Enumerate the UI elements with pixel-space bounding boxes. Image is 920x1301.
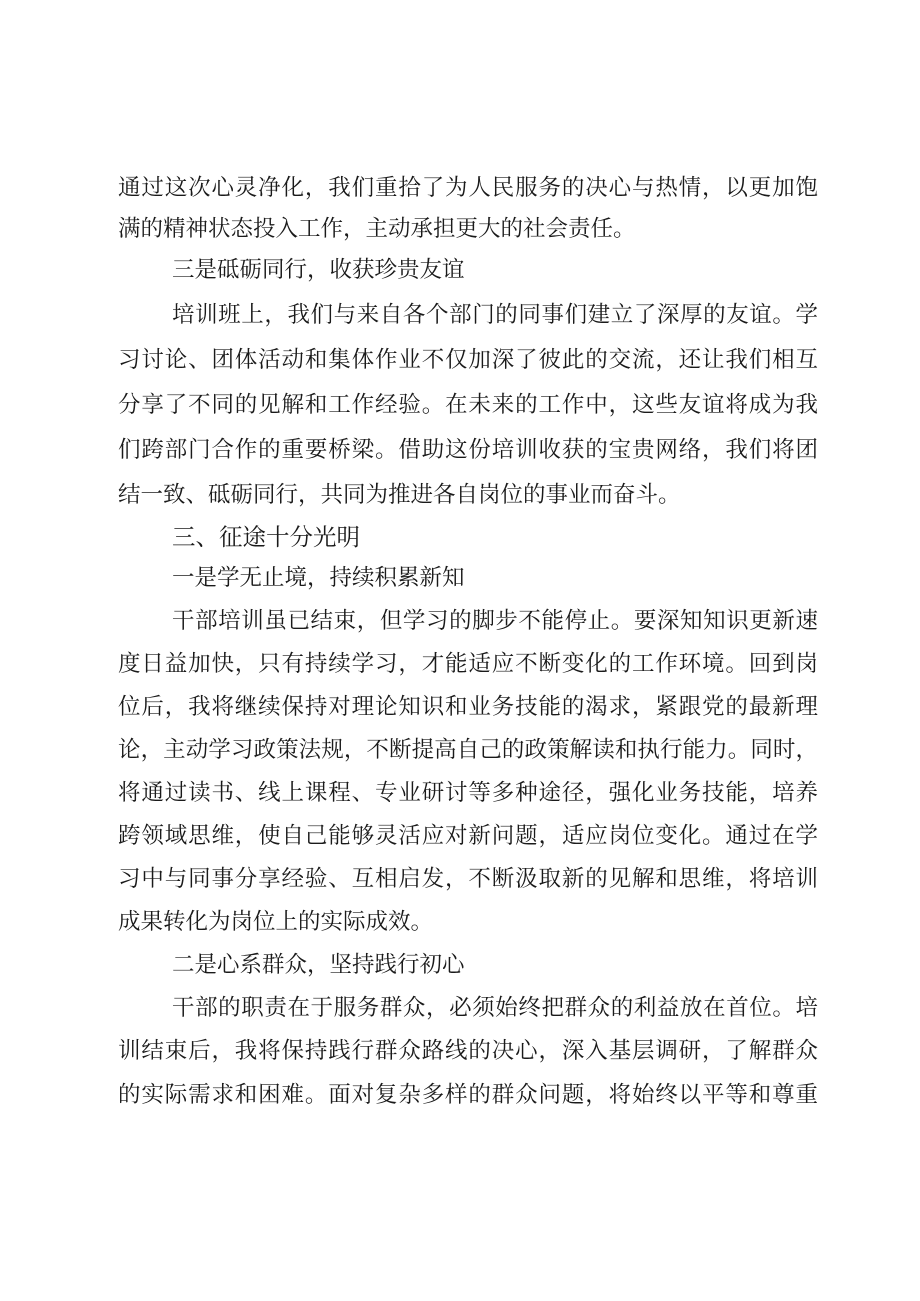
paragraph-line: 训结束后，我将保持践行群众路线的决心，深入基层调研，了解群众 xyxy=(118,1038,818,1064)
paragraph-line: 跨领域思维，使自己能够灵活应对新问题，适应岗位变化。通过在学 xyxy=(118,823,818,849)
subheading: 三是砥砺同行，收获珍贵友谊 xyxy=(172,257,465,283)
paragraph-line: 干部的职责在于服务群众，必须始终把群众的利益放在首位。培 xyxy=(172,995,818,1021)
paragraph-line: 通过这次心灵净化，我们重拾了为人民服务的决心与热情，以更加饱 xyxy=(118,175,818,201)
paragraph-line: 位后，我将继续保持对理论知识和业务技能的渴求，紧跟党的最新理 xyxy=(118,694,818,720)
paragraph-line: 分享了不同的见解和工作经验。在未来的工作中，这些友谊将成为我 xyxy=(118,392,818,418)
section-heading: 三、征途十分光明 xyxy=(172,523,360,551)
paragraph-line: 习讨论、团体活动和集体作业不仅加深了彼此的交流，还让我们相互 xyxy=(118,347,818,373)
paragraph-line: 干部培训虽已结束，但学习的脚步不能停止。要深知知识更新速 xyxy=(172,608,818,634)
paragraph-line: 满的精神状态投入工作，主动承担更大的社会责任。 xyxy=(118,216,636,242)
paragraph-line: 们跨部门合作的重要桥梁。借助这份培训收获的宝贵网络，我们将团 xyxy=(118,437,818,463)
paragraph-line: 习中与同事分享经验、互相启发，不断汲取新的见解和思维，将培训 xyxy=(118,866,818,892)
subheading: 二是心系群众，坚持践行初心 xyxy=(172,952,465,978)
paragraph-line: 培训班上，我们与来自各个部门的同事们建立了深厚的友谊。学 xyxy=(172,302,818,328)
paragraph-line: 论，主动学习政策法规，不断提高自己的政策解读和执行能力。同时， xyxy=(118,737,818,763)
paragraph-line: 的实际需求和困难。面对复杂多样的群众问题，将始终以平等和尊重 xyxy=(118,1082,818,1108)
paragraph-line: 度日益加快，只有持续学习，才能适应不断变化的工作环境。回到岗 xyxy=(118,651,818,677)
subheading: 一是学无止境，持续积累新知 xyxy=(172,565,465,591)
paragraph-line: 结一致、砥砺同行，共同为推进各自岗位的事业而奋斗。 xyxy=(118,482,681,508)
paragraph-line: 成果转化为岗位上的实际成效。 xyxy=(118,909,434,935)
paragraph-line: 将通过读书、线上课程、专业研讨等多种途径，强化业务技能，培养 xyxy=(118,780,818,806)
